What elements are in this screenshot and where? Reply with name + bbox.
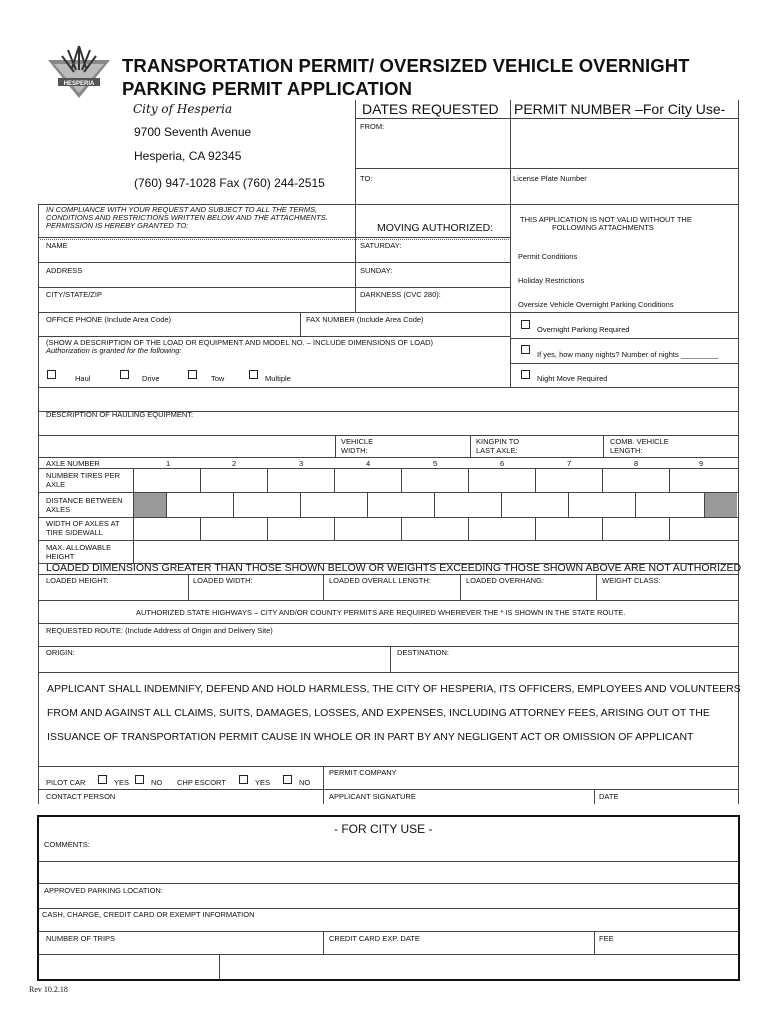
approved-parking-label: APPROVED PARKING LOCATION: — [44, 886, 163, 895]
chp-escort-label: CHP ESCORT — [177, 778, 226, 787]
city-script-name: City of Hesperia — [133, 102, 233, 116]
chp-yes-checkbox[interactable] — [239, 775, 248, 784]
vehicle-width-label-1: VEHICLE — [341, 437, 374, 446]
night-move-checkbox[interactable] — [521, 370, 530, 379]
tires-per-axle-row[interactable] — [134, 469, 737, 492]
multiple-label: Multiple — [265, 374, 291, 383]
saturday-field[interactable] — [357, 249, 509, 261]
pilot-car-no-checkbox[interactable] — [135, 775, 144, 784]
width-of-axles-label-2: TIRE SIDEWALL — [46, 528, 103, 537]
compliance-line3: PERMISSION IS HEREBY GRANTED TO: — [46, 221, 189, 230]
form-title-line1: TRANSPORTATION PERMIT/ OVERSIZED VEHICLE OVERNIGHT — [122, 55, 690, 76]
multiple-checkbox[interactable] — [249, 370, 258, 379]
number-of-trips-field[interactable] — [40, 942, 321, 953]
name-label: NAME — [46, 241, 68, 250]
to-date-field[interactable] — [356, 182, 510, 206]
requested-route-label: REQUESTED ROUTE: (Include Address of Origin and Delivery Site) — [46, 626, 273, 635]
tires-per-axle-label-2: AXLE — [46, 480, 66, 489]
authorization-label: Authorization is granted for the following: — [46, 346, 182, 355]
compliance-line2: CONDITIONS AND RESTRICTIONS WRITTEN BELOW AND THE ATTACHMENTS. — [46, 213, 328, 222]
city-state-zip: Hesperia, CA 92345 — [134, 149, 242, 163]
chp-no-checkbox[interactable] — [283, 775, 292, 784]
contact-person-label: CONTACT PERSON — [46, 792, 116, 801]
pilot-car-yes-label: YES — [114, 778, 130, 787]
drive-label: Drive — [142, 374, 160, 383]
max-height-label-1: MAX. ALLOWABLE — [46, 543, 112, 552]
fax-number-field[interactable] — [302, 323, 509, 335]
city-state-zip-label: CITY/STATE/ZIP — [46, 290, 102, 299]
contact-person-field[interactable] — [40, 800, 321, 810]
loaded-overall-length-field[interactable] — [325, 585, 458, 599]
loaded-height-field[interactable] — [40, 585, 186, 599]
permit-conditions-label: Permit Conditions — [518, 252, 578, 261]
saturday-label: SATURDAY: — [360, 241, 402, 250]
moving-authorized-heading: MOVING AUTHORIZED: — [377, 222, 494, 234]
revision-label: Rev 10.2.18 — [29, 985, 68, 994]
sunday-label: SUNDAY: — [360, 266, 393, 275]
kingpin-label-2: LAST AXLE: — [476, 446, 518, 455]
city-address: 9700 Seventh Avenue — [134, 125, 252, 139]
holiday-restrictions-label: Holiday Restrictions — [518, 276, 585, 285]
hauling-equipment-label: DESCRIPTION OF HAULING EQUIPMENT: — [46, 410, 194, 419]
pilot-car-yes-checkbox[interactable] — [98, 775, 107, 784]
credit-card-exp-label: CREDIT CARD EXP. DATE — [329, 934, 420, 943]
credit-card-exp-field[interactable] — [325, 942, 592, 953]
svg-text:HESPERIA: HESPERIA — [63, 81, 95, 87]
not-valid-line2: FOLLOWING ATTACHMENTS — [552, 223, 654, 232]
permit-number-heading: PERMIT NUMBER –For City Use- — [514, 101, 726, 117]
requested-route-field[interactable] — [40, 634, 736, 646]
comments-label: COMMENTS: — [44, 840, 90, 849]
weight-class-field[interactable] — [598, 585, 736, 599]
origin-label: ORIGIN: — [46, 648, 75, 657]
indemnify-line3: ISSUANCE OF TRANSPORTATION PERMIT CAUSE IN WHOLE OR IN PART BY ANY NEGLIGENT ACT OR OMISSION OF APPLICANT — [47, 731, 694, 743]
axle-num-2: 2 — [232, 459, 237, 468]
office-phone-field[interactable] — [40, 323, 298, 335]
date-label: DATE — [599, 792, 619, 801]
axle-num-3: 3 — [299, 459, 304, 468]
haul-label: Haul — [75, 374, 91, 383]
chp-yes-label: YES — [255, 778, 271, 787]
kingpin-label-1: KINGPIN TO — [476, 437, 520, 446]
city-state-zip-field[interactable] — [40, 298, 354, 310]
destination-label: DESTINATION: — [397, 648, 449, 657]
axle-num-5: 5 — [433, 459, 438, 468]
origin-field[interactable] — [40, 656, 388, 670]
axle-number-label: AXLE NUMBER — [46, 459, 100, 468]
tow-checkbox[interactable] — [188, 370, 197, 379]
permit-company-field[interactable] — [325, 776, 736, 788]
loaded-width-field[interactable] — [190, 585, 321, 599]
distance-between-label-2: AXLES — [46, 505, 71, 514]
form-title-line2: PARKING PERMIT APPLICATION — [122, 78, 413, 99]
loaded-height-label: LOADED HEIGHT: — [46, 576, 109, 585]
number-of-trips-label: NUMBER OF TRIPS — [46, 934, 116, 943]
axle-num-1: 1 — [166, 459, 171, 468]
comments-field[interactable] — [40, 848, 736, 860]
load-description-field[interactable] — [40, 389, 736, 409]
permit-company-label: PERMIT COMPANY — [329, 768, 397, 777]
office-phone-label: OFFICE PHONE (Include Area Code) — [46, 315, 172, 324]
nights-checkbox[interactable] — [521, 345, 530, 354]
hauling-equipment-field[interactable] — [40, 418, 736, 434]
axle-num-9: 9 — [699, 459, 704, 468]
loaded-overhang-field[interactable] — [462, 585, 594, 599]
license-plate-label: License Plate Number — [513, 174, 587, 183]
overnight-parking-checkbox[interactable] — [521, 320, 530, 329]
destination-field[interactable] — [392, 656, 736, 670]
from-date-field[interactable] — [356, 130, 510, 168]
drive-checkbox[interactable] — [120, 370, 129, 379]
darkness-label: DARKNESS (CVC 280): — [360, 290, 441, 299]
pilot-car-label: PILOT CAR — [46, 778, 86, 787]
vehicle-width-label-2: WIDTH: — [341, 446, 368, 455]
axle-num-6: 6 — [500, 459, 505, 468]
comb-vehicle-label-1: COMB. VEHICLE — [610, 437, 669, 446]
license-plate-field[interactable] — [511, 182, 737, 206]
fee-field[interactable] — [596, 942, 736, 953]
axle-num-7: 7 — [567, 459, 572, 468]
date-field[interactable] — [596, 800, 736, 810]
tow-label: Tow — [211, 374, 225, 383]
chp-no-label: NO — [299, 778, 311, 787]
comb-vehicle-label-2: LENGTH: — [610, 446, 643, 455]
haul-checkbox[interactable] — [47, 370, 56, 379]
indemnify-line1: APPLICANT SHALL INDEMNIFY, DEFEND AND HOLD HARMLESS, THE CITY OF HESPERIA, ITS OFFICERS, EMPLOYEES AND VOLUNTEERS — [47, 683, 741, 695]
city-logo — [44, 38, 114, 100]
max-height-field[interactable] — [134, 541, 737, 562]
fax-number-label: FAX NUMBER (Include Area Code) — [306, 315, 424, 324]
city-phone-fax: (760) 947-1028 Fax (760) 244-2515 — [134, 176, 325, 190]
applicant-signature-field[interactable] — [325, 800, 592, 810]
distance-between-label-1: DISTANCE BETWEEN — [46, 496, 123, 505]
compliance-line1: IN COMPLIANCE WITH YOUR REQUEST AND SUBJECT TO ALL THE TERMS, — [46, 205, 318, 214]
city-use-heading: - FOR CITY USE - — [334, 822, 433, 836]
indemnify-line2: FROM AND AGAINST ALL CLAIMS, SUITS, DAMAGES, LOSSES, AND EXPENSES, INCLUDING ATTORNEY FEES, ARISING OUT OT THE — [47, 707, 710, 719]
night-move-label: Night Move Required — [537, 374, 608, 383]
distance-between-row[interactable] — [167, 493, 703, 516]
axle-num-4: 4 — [366, 459, 371, 468]
pilot-car-no-label: NO — [151, 778, 163, 787]
dates-requested-heading: DATES REQUESTED — [362, 101, 499, 117]
loaded-width-label: LOADED WIDTH: — [193, 576, 253, 585]
name-field[interactable] — [40, 249, 354, 261]
cash-charge-field[interactable] — [40, 918, 736, 930]
nights-label: If yes, how many nights? Number of nights _________ — [537, 350, 719, 359]
width-of-axles-row[interactable] — [134, 518, 737, 539]
oversize-conditions-label: Oversize Vehicle Overnight Parking Conditions — [518, 300, 674, 309]
width-of-axles-label-1: WIDTH OF AXLES AT — [46, 519, 120, 528]
tires-per-axle-label-1: NUMBER TIRES PER — [46, 471, 121, 480]
approved-parking-field[interactable] — [40, 894, 736, 906]
max-height-label-2: HEIGHT — [46, 552, 75, 561]
applicant-signature-label: APPLICANT SIGNATURE — [329, 792, 416, 801]
overnight-parking-label: Overnight Parking Required — [537, 325, 630, 334]
address-label: ADDRESS — [46, 266, 83, 275]
not-valid-line1: THIS APPLICATION IS NOT VALID WITHOUT THE — [520, 215, 692, 224]
address-field[interactable] — [40, 274, 354, 286]
loaded-overall-length-label: LOADED OVERALL LENGTH: — [329, 576, 431, 585]
weight-class-label: WEIGHT CLASS: — [602, 576, 661, 585]
from-date-label: FROM: — [360, 122, 385, 131]
axle-num-8: 8 — [634, 459, 639, 468]
loaded-dimensions-warning: LOADED DIMENSIONS GREATER THAN THOSE SHOWN BELOW OR WEIGHTS EXCEEDING THOSE SHOWN ABOVE ARE NOT AUTHORIZED — [46, 562, 742, 574]
authorized-highways-text: AUTHORIZED STATE HIGHWAYS – CITY AND/OR COUNTY PERMITS ARE REQUIRED WHEREVER THE * IS SHOWN IN THE STATE ROUTE. — [136, 608, 626, 617]
cash-charge-label: CASH, CHARGE, CREDIT CARD OR EXEMPT INFORMATION — [42, 910, 255, 919]
load-description-label: (SHOW A DESCRIPTION OF THE LOAD OR EQUIPMENT AND MODEL NO. – INCLUDE DIMENSIONS OF LOAD) — [46, 338, 434, 347]
fee-label: FEE — [599, 934, 614, 943]
loaded-overhang-label: LOADED OVERHANG: — [466, 576, 544, 585]
to-date-label: TO: — [360, 174, 373, 183]
sunday-field[interactable] — [357, 274, 509, 286]
palm-logo-icon — [44, 38, 114, 100]
darkness-field[interactable] — [357, 298, 509, 310]
